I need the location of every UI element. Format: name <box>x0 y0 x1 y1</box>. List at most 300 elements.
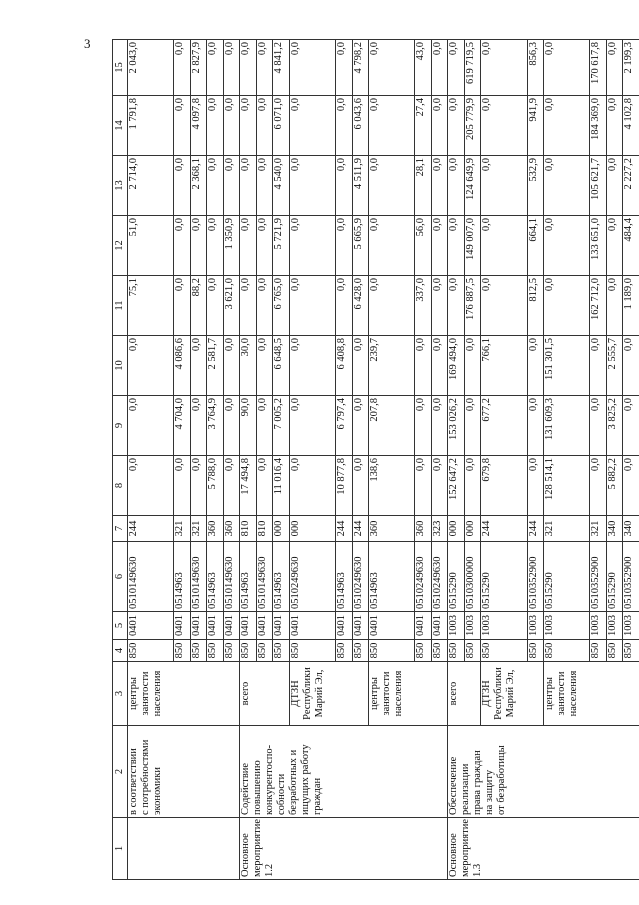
grbs-code-cell: 850 <box>623 640 639 662</box>
target-code-cell: 0510249630 <box>289 542 335 612</box>
amount-cell: 6 797,4 <box>336 396 352 456</box>
description-cell <box>128 726 240 818</box>
amount-cell: 0,0 <box>606 216 622 276</box>
amount-cell: 0,0 <box>190 336 206 396</box>
amount-cell: 0,0 <box>431 40 447 96</box>
amount-cell: 4 097,8 <box>190 96 206 156</box>
amount-cell: 51,0 <box>128 216 174 276</box>
amount-cell: 677,2 <box>481 396 527 456</box>
grbs-code-cell: 850 <box>481 640 527 662</box>
target-code-cell: 0510352900 <box>623 542 639 612</box>
executor-cell-line: населения <box>152 670 163 717</box>
amount-cell: 0,0 <box>289 336 335 396</box>
section-code-cell: 1003 <box>448 612 464 640</box>
target-code-cell: 0510149630 <box>190 542 206 612</box>
target-code-cell: 0515290 <box>606 542 622 612</box>
amount-cell: 0,0 <box>481 40 527 96</box>
amount-cell: 2 581,7 <box>207 336 223 396</box>
expense-type-cell: 360 <box>368 516 414 542</box>
amount-cell: 0,0 <box>207 156 223 216</box>
column-number-4: 4 <box>113 640 128 662</box>
executor-cell <box>544 662 590 726</box>
amount-cell: 239,7 <box>368 336 414 396</box>
description-cell-line: конкурентоспо- <box>264 744 276 815</box>
event-cell-line: мероприятие <box>252 819 264 877</box>
amount-cell: 56,0 <box>415 216 431 276</box>
executor-cell-line: населения <box>568 670 580 717</box>
amount-cell: 105 621,7 <box>590 156 606 216</box>
amount-cell: 0,0 <box>448 96 464 156</box>
amount-cell: 337,0 <box>415 276 431 336</box>
table-row <box>128 40 174 880</box>
grbs-code-cell: 850 <box>223 640 239 662</box>
grbs-code-cell: 850 <box>431 640 447 662</box>
executor-cell <box>352 662 368 726</box>
amount-cell: 0,0 <box>256 336 272 396</box>
amount-cell: 0,0 <box>240 276 256 336</box>
amount-cell: 2 368,1 <box>190 156 206 216</box>
expense-type-cell: 810 <box>256 516 272 542</box>
amount-cell: 5 665,9 <box>352 216 368 276</box>
amount-cell: 153 026,2 <box>448 396 464 456</box>
amount-cell: 4 540,0 <box>273 156 289 216</box>
executor-cell-line: населения <box>392 670 404 717</box>
expense-type-cell: 321 <box>174 516 190 542</box>
description-cell-line: собности <box>276 773 288 815</box>
event-cell-line: мероприятие <box>460 819 472 877</box>
description-cell-line: на защиту <box>484 769 496 815</box>
expense-type-cell: 244 <box>481 516 527 542</box>
amount-cell: 0,0 <box>464 456 480 516</box>
section-code-cell: 1003 <box>623 612 639 640</box>
amount-cell: 0,0 <box>223 156 239 216</box>
section-code-cell: 0401 <box>240 612 256 640</box>
amount-cell: 0,0 <box>190 456 206 516</box>
section-code-cell: 0401 <box>174 612 190 640</box>
amount-cell: 0,0 <box>481 156 527 216</box>
expense-type-cell: 321 <box>544 516 590 542</box>
executor-cell <box>336 662 352 726</box>
table-row <box>448 40 464 880</box>
expense-type-cell: 244 <box>128 516 174 542</box>
executor-cell-line: центры <box>128 677 139 710</box>
target-code-cell: 0510149630 <box>128 542 174 612</box>
amount-cell: 0,0 <box>240 40 256 96</box>
table-row <box>240 40 256 880</box>
description-cell-line: повышению <box>252 760 264 815</box>
amount-cell: 0,0 <box>352 336 368 396</box>
amount-cell: 0,0 <box>606 40 622 96</box>
expense-type-cell: 340 <box>623 516 639 542</box>
amount-cell: 0,0 <box>590 456 606 516</box>
executor-cell <box>273 662 289 726</box>
column-number-1: 1 <box>113 818 128 880</box>
amount-cell: 10 877,8 <box>336 456 352 516</box>
expense-type-cell: 340 <box>606 516 622 542</box>
amount-cell: 0,0 <box>623 456 639 516</box>
amount-cell: 0,0 <box>448 156 464 216</box>
section-code-cell: 0401 <box>223 612 239 640</box>
amount-cell: 0,0 <box>128 396 174 456</box>
executor-cell-line: занятости <box>140 671 151 716</box>
amount-cell: 3 764,9 <box>207 396 223 456</box>
executor-cell <box>190 662 206 726</box>
amount-cell: 2 827,9 <box>190 40 206 96</box>
grbs-code-cell: 850 <box>207 640 223 662</box>
target-code-cell: 0510149630 <box>223 542 239 612</box>
event-cell-line: Основное <box>240 833 252 877</box>
section-code-cell: 0401 <box>273 612 289 640</box>
amount-cell: 169 494,0 <box>448 336 464 396</box>
grbs-code-cell: 850 <box>352 640 368 662</box>
amount-cell: 0,0 <box>174 456 190 516</box>
amount-cell: 0,0 <box>431 216 447 276</box>
column-number-14: 14 <box>113 96 128 156</box>
amount-cell: 0,0 <box>190 396 206 456</box>
amount-cell: 0,0 <box>336 40 352 96</box>
target-code-cell: 0510249630 <box>415 542 431 612</box>
amount-cell: 0,0 <box>368 96 414 156</box>
description-cell-line: права граждан <box>472 750 484 815</box>
expense-type-cell: 244 <box>527 516 543 542</box>
expense-type-cell: 244 <box>336 516 352 542</box>
executor-cell <box>174 662 190 726</box>
amount-cell: 0,0 <box>336 276 352 336</box>
amount-cell: 0,0 <box>544 276 590 336</box>
grbs-code-cell: 850 <box>368 640 414 662</box>
expense-type-cell: 810 <box>240 516 256 542</box>
amount-cell: 3 621,0 <box>223 276 239 336</box>
executor-cell <box>431 662 447 726</box>
column-number-row <box>113 40 128 880</box>
executor-cell <box>606 662 622 726</box>
executor-cell <box>415 662 431 726</box>
amount-cell: 2 714,0 <box>128 156 174 216</box>
target-code-cell: 0514963 <box>174 542 190 612</box>
amount-cell: 162 712,0 <box>590 276 606 336</box>
amount-cell: 151 301,5 <box>544 336 590 396</box>
grbs-code-cell: 850 <box>415 640 431 662</box>
executor-cell-line: ДТЗН <box>289 680 301 707</box>
amount-cell: 0,0 <box>256 276 272 336</box>
column-number-15: 15 <box>113 40 128 96</box>
grbs-code-cell: 850 <box>590 640 606 662</box>
rotated-table-wrapper <box>112 40 639 880</box>
amount-cell: 0,0 <box>336 216 352 276</box>
amount-cell: 138,6 <box>368 456 414 516</box>
grbs-code-cell: 850 <box>256 640 272 662</box>
amount-cell: 679,8 <box>481 456 527 516</box>
amount-cell: 0,0 <box>544 156 590 216</box>
amount-cell: 0,0 <box>606 276 622 336</box>
target-code-cell: 0514963 <box>207 542 223 612</box>
event-cell <box>240 818 448 880</box>
amount-cell: 152 647,2 <box>448 456 464 516</box>
amount-cell: 0,0 <box>431 336 447 396</box>
amount-cell: 619 719,5 <box>464 40 480 96</box>
amount-cell: 124 649,9 <box>464 156 480 216</box>
amount-cell: 6 765,0 <box>273 276 289 336</box>
executor-cell-line: Республики <box>301 667 313 720</box>
amount-cell: 0,0 <box>544 216 590 276</box>
amount-cell: 6 071,0 <box>273 96 289 156</box>
amount-cell: 88,2 <box>190 276 206 336</box>
amount-cell: 0,0 <box>240 216 256 276</box>
amount-cell: 0,0 <box>368 40 414 96</box>
grbs-code-cell: 850 <box>606 640 622 662</box>
grbs-code-cell: 850 <box>240 640 256 662</box>
amount-cell: 766,1 <box>481 336 527 396</box>
column-number-12: 12 <box>113 216 128 276</box>
amount-cell: 43,0 <box>415 40 431 96</box>
description-cell-line: от безработицы <box>496 745 508 815</box>
section-code-cell: 1003 <box>606 612 622 640</box>
amount-cell: 0,0 <box>606 156 622 216</box>
executor-cell-line: Марий Эл, <box>313 669 325 718</box>
expense-type-cell: 000 <box>464 516 480 542</box>
section-code-cell: 0401 <box>415 612 431 640</box>
amount-cell: 4 511,9 <box>352 156 368 216</box>
amount-cell: 0,0 <box>415 396 431 456</box>
amount-cell: 0,0 <box>431 276 447 336</box>
amount-cell: 207,8 <box>368 396 414 456</box>
amount-cell: 5 882,2 <box>606 456 622 516</box>
executor-cell-line: Марий Эл, <box>505 669 517 718</box>
amount-cell: 0,0 <box>336 156 352 216</box>
amount-cell: 0,0 <box>368 156 414 216</box>
target-code-cell: 0514963 <box>240 542 256 612</box>
amount-cell: 0,0 <box>289 276 335 336</box>
amount-cell: 0,0 <box>481 216 527 276</box>
amount-cell: 6 648,5 <box>273 336 289 396</box>
amount-cell: 0,0 <box>174 276 190 336</box>
amount-cell: 0,0 <box>415 336 431 396</box>
amount-cell: 0,0 <box>431 96 447 156</box>
expense-type-cell: 360 <box>207 516 223 542</box>
amount-cell: 0,0 <box>223 40 239 96</box>
amount-cell: 0,0 <box>368 276 414 336</box>
budget-table <box>112 39 639 880</box>
column-number-7: 7 <box>113 516 128 542</box>
amount-cell: 0,0 <box>207 276 223 336</box>
section-code-cell: 1003 <box>527 612 543 640</box>
description-cell-line: безработных и <box>288 749 300 815</box>
amount-cell: 0,0 <box>544 96 590 156</box>
target-code-cell: 0515290 <box>481 542 527 612</box>
amount-cell: 0,0 <box>289 396 335 456</box>
amount-cell: 0,0 <box>240 96 256 156</box>
amount-cell: 0,0 <box>527 456 543 516</box>
section-code-cell: 0401 <box>368 612 414 640</box>
event-cell-line: 1.2 <box>264 863 276 877</box>
amount-cell: 27,4 <box>415 96 431 156</box>
amount-cell: 0,0 <box>431 456 447 516</box>
target-code-cell: 0514963 <box>273 542 289 612</box>
amount-cell: 0,0 <box>352 396 368 456</box>
amount-cell: 5 721,9 <box>273 216 289 276</box>
amount-cell: 0,0 <box>223 396 239 456</box>
event-cell-line: Основное <box>448 833 460 877</box>
description-cell <box>448 726 639 818</box>
amount-cell: 0,0 <box>128 456 174 516</box>
executor-cell <box>256 662 272 726</box>
amount-cell: 0,0 <box>544 40 590 96</box>
amount-cell: 0,0 <box>256 40 272 96</box>
amount-cell: 2 199,3 <box>623 40 639 96</box>
amount-cell: 133 651,0 <box>590 216 606 276</box>
grbs-code-cell: 850 <box>273 640 289 662</box>
expense-type-cell: 321 <box>590 516 606 542</box>
executor-cell-line: центры <box>544 677 556 710</box>
amount-cell: 664,1 <box>527 216 543 276</box>
amount-cell: 856,3 <box>527 40 543 96</box>
executor-cell <box>590 662 606 726</box>
target-code-cell: 0510149630 <box>256 542 272 612</box>
column-number-13: 13 <box>113 156 128 216</box>
table-body <box>128 40 639 880</box>
grbs-code-cell: 850 <box>527 640 543 662</box>
executor-cell <box>623 662 639 726</box>
column-number-8: 8 <box>113 456 128 516</box>
section-code-cell: 1003 <box>481 612 527 640</box>
amount-cell: 176 887,5 <box>464 276 480 336</box>
grbs-code-cell: 850 <box>190 640 206 662</box>
amount-cell: 0,0 <box>590 396 606 456</box>
amount-cell: 0,0 <box>448 40 464 96</box>
description-cell-line: Обеспечение <box>448 756 460 815</box>
target-code-cell: 0515290 <box>448 542 464 612</box>
amount-cell: 0,0 <box>223 456 239 516</box>
expense-type-cell: 000 <box>448 516 464 542</box>
column-number-2: 2 <box>113 726 128 818</box>
amount-cell: 0,0 <box>623 396 639 456</box>
amount-cell: 0,0 <box>256 96 272 156</box>
amount-cell: 6 043,6 <box>352 96 368 156</box>
section-code-cell: 1003 <box>590 612 606 640</box>
amount-cell: 0,0 <box>207 40 223 96</box>
amount-cell: 0,0 <box>256 396 272 456</box>
grbs-code-cell: 850 <box>544 640 590 662</box>
column-number-6: 6 <box>113 542 128 612</box>
amount-cell: 0,0 <box>256 156 272 216</box>
expense-type-cell: 321 <box>190 516 206 542</box>
executor-cell-line: ДТЗН <box>481 680 493 707</box>
amount-cell: 0,0 <box>464 396 480 456</box>
executor-cell <box>368 662 414 726</box>
executor-cell <box>128 662 174 726</box>
amount-cell: 170 617,8 <box>590 40 606 96</box>
amount-cell: 2 043,0 <box>128 40 174 96</box>
amount-cell: 2 227,2 <box>623 156 639 216</box>
executor-cell <box>481 662 527 726</box>
amount-cell: 0,0 <box>223 336 239 396</box>
amount-cell: 128 514,1 <box>544 456 590 516</box>
amount-cell: 1 350,9 <box>223 216 239 276</box>
target-code-cell: 0510352900 <box>590 542 606 612</box>
amount-cell: 4 798,2 <box>352 40 368 96</box>
amount-cell: 0,0 <box>368 216 414 276</box>
target-code-cell: 0510352900 <box>527 542 543 612</box>
amount-cell: 6 428,0 <box>352 276 368 336</box>
section-code-cell: 0401 <box>256 612 272 640</box>
amount-cell: 4 086,6 <box>174 336 190 396</box>
amount-cell: 28,1 <box>415 156 431 216</box>
amount-cell: 0,0 <box>590 336 606 396</box>
amount-cell: 0,0 <box>128 336 174 396</box>
description-cell-line: экономики <box>152 767 163 815</box>
amount-cell: 1 189,0 <box>623 276 639 336</box>
column-number-10: 10 <box>113 336 128 396</box>
amount-cell: 149 007,0 <box>464 216 480 276</box>
amount-cell: 0,0 <box>448 216 464 276</box>
amount-cell: 0,0 <box>174 156 190 216</box>
amount-cell: 131 609,3 <box>544 396 590 456</box>
executor-cell <box>527 662 543 726</box>
executor-cell-line: всего <box>448 681 460 706</box>
amount-cell: 0,0 <box>174 216 190 276</box>
page-number: 3 <box>84 36 91 51</box>
amount-cell: 0,0 <box>464 336 480 396</box>
amount-cell: 30,0 <box>240 336 256 396</box>
amount-cell: 0,0 <box>207 216 223 276</box>
column-number-3: 3 <box>113 662 128 726</box>
executor-cell <box>207 662 223 726</box>
amount-cell: 0,0 <box>289 40 335 96</box>
section-code-cell: 0401 <box>207 612 223 640</box>
description-cell-line: Содействие <box>240 762 252 815</box>
executor-cell-line: всего <box>240 681 252 706</box>
event-cell <box>448 818 639 880</box>
expense-type-cell: 360 <box>415 516 431 542</box>
amount-cell: 205 779,9 <box>464 96 480 156</box>
description-cell-line: в соответствии <box>128 748 139 815</box>
description-cell <box>240 726 448 818</box>
executor-cell <box>289 662 335 726</box>
grbs-code-cell: 850 <box>174 640 190 662</box>
amount-cell: 0,0 <box>481 96 527 156</box>
amount-cell: 484,4 <box>623 216 639 276</box>
amount-cell: 0,0 <box>289 156 335 216</box>
executor-cell <box>464 662 480 726</box>
amount-cell: 0,0 <box>448 276 464 336</box>
expense-type-cell: 000 <box>273 516 289 542</box>
amount-cell: 532,9 <box>527 156 543 216</box>
amount-cell: 0,0 <box>207 96 223 156</box>
amount-cell: 0,0 <box>336 96 352 156</box>
description-cell-line: с потребностями <box>140 739 151 815</box>
section-code-cell: 0401 <box>289 612 335 640</box>
amount-cell: 0,0 <box>240 156 256 216</box>
amount-cell: 6 408,8 <box>336 336 352 396</box>
grbs-code-cell: 850 <box>464 640 480 662</box>
amount-cell: 0,0 <box>256 456 272 516</box>
grbs-code-cell: 850 <box>128 640 174 662</box>
target-code-cell: 0510249630 <box>352 542 368 612</box>
amount-cell: 0,0 <box>527 396 543 456</box>
amount-cell: 0,0 <box>431 396 447 456</box>
event-cell <box>128 818 240 880</box>
executor-cell <box>223 662 239 726</box>
amount-cell: 3 825,2 <box>606 396 622 456</box>
description-cell-line: ищущих работу <box>300 744 312 815</box>
amount-cell: 4 704,0 <box>174 396 190 456</box>
target-code-cell: 0514963 <box>336 542 352 612</box>
expense-type-cell: 244 <box>352 516 368 542</box>
section-code-cell: 1003 <box>544 612 590 640</box>
amount-cell: 0,0 <box>223 96 239 156</box>
amount-cell: 2 555,7 <box>606 336 622 396</box>
target-code-cell: 0510249630 <box>431 542 447 612</box>
